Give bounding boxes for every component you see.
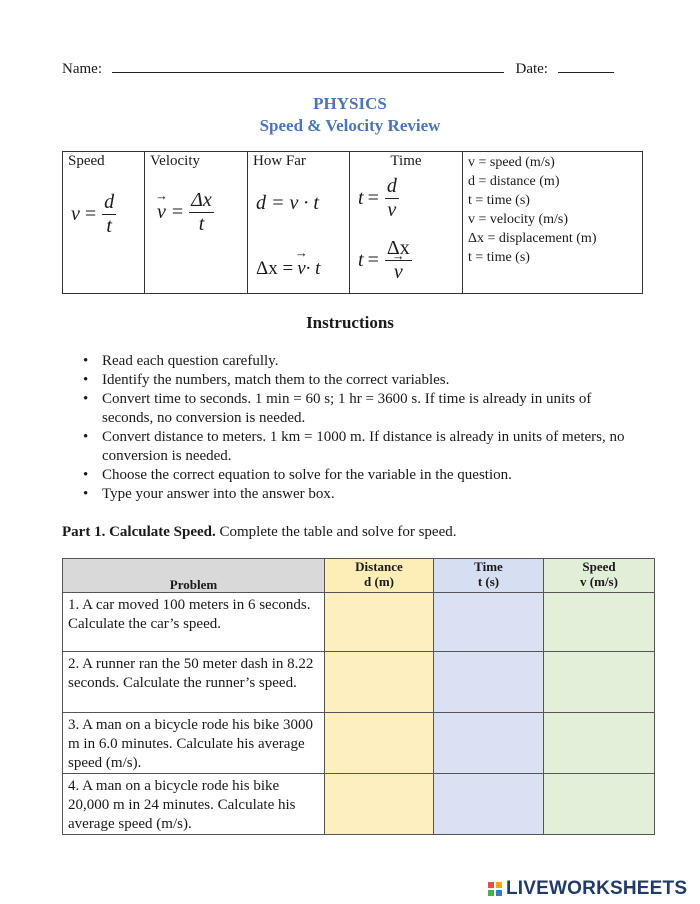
- velocity-numerator: Δx: [191, 189, 212, 211]
- table-row: [63, 593, 655, 652]
- header-line: [62, 58, 614, 78]
- liveworksheets-logo: [488, 878, 687, 900]
- velocity-denominator: t: [198, 213, 205, 235]
- instructions-title: Instructions: [306, 313, 394, 332]
- velocity-equation: → v = $\frac{\Delta x}{t}$: [157, 190, 214, 235]
- distance-answer-box[interactable]: [325, 713, 434, 774]
- part1-label: Part 1. Calculate Speed.: [62, 524, 216, 540]
- problem-cell: 1. A car moved 100 meters in 6 seconds. Calculate the car’s speed.: [63, 593, 325, 652]
- logo-square: [496, 890, 502, 896]
- logo-text: LIVEWORKSHEETS: [506, 878, 688, 899]
- date-blank: [558, 58, 614, 73]
- instruction-item: • Convert time to seconds. 1 min = 60 s; 1 hr = 3600 s. If time is already in units of seconds, no conversion is needed.: [80, 390, 640, 428]
- subject-title: PHYSICS: [313, 94, 387, 113]
- speed-lhs: v: [71, 203, 80, 225]
- logo-square: [496, 882, 502, 888]
- definition: v = velocity (m/s): [468, 212, 569, 227]
- date-label: Date:: [515, 61, 548, 77]
- part1-text: Complete the table and solve for speed.: [215, 524, 457, 540]
- distance-answer-box[interactable]: [325, 593, 434, 652]
- name-blank: [112, 58, 504, 73]
- logo-square: [488, 882, 494, 888]
- time-answer-box[interactable]: [434, 713, 544, 774]
- distance-answer-box[interactable]: [325, 774, 434, 835]
- definition: t = time (s): [468, 250, 530, 265]
- velocity-fraction: [189, 190, 214, 235]
- speed-fraction: [102, 192, 116, 237]
- formula-howfar-cell: [248, 152, 350, 294]
- definitions-cell: [463, 152, 643, 294]
- formula-table: [62, 151, 643, 294]
- time-answer-box[interactable]: [434, 593, 544, 652]
- formula-speed-cell: [63, 152, 145, 294]
- formula-howfar-header: How Far: [253, 153, 306, 169]
- definition: t = time (s): [468, 193, 530, 208]
- formula-time-cell: [350, 152, 463, 294]
- distance-answer-box[interactable]: [325, 652, 434, 713]
- definition: Δx = displacement (m): [468, 231, 597, 246]
- time-equation-1: t = $\frac{d}{v}$: [358, 175, 397, 221]
- col-header-distance: Distance d (m): [325, 559, 434, 593]
- instruction-item: • Convert distance to meters. 1 km = 1000 m. If distance is already in units of meters, no conversion is needed.: [80, 428, 640, 466]
- formula-velocity-header: Velocity: [150, 153, 200, 169]
- howfar-equation-1: d = v · t: [256, 192, 319, 214]
- speed-numerator: d: [104, 191, 115, 213]
- definition: d = distance (m): [468, 174, 560, 189]
- page-subtitle: Speed & Velocity Review: [259, 116, 441, 135]
- time-fraction-1: $\frac{d}{v}$: [386, 175, 397, 221]
- definitions-list: [468, 153, 596, 267]
- table-row: [63, 652, 655, 713]
- instruction-item: • Read each question carefully.: [80, 352, 640, 371]
- part1-heading: [62, 524, 457, 541]
- formula-time-header: Time: [390, 153, 422, 169]
- time-answer-box[interactable]: [434, 652, 544, 713]
- formula-speed-header: Speed: [68, 153, 105, 169]
- instruction-item: • Identify the numbers, match them to the correct variables.: [80, 371, 640, 390]
- speed-answer-box[interactable]: [544, 593, 655, 652]
- speed-answer-box[interactable]: [544, 774, 655, 835]
- logo-square: [488, 890, 494, 896]
- time-equation-2: t = Δx → v: [358, 238, 412, 283]
- time-answer-box[interactable]: [434, 774, 544, 835]
- speed-problems-table: [62, 558, 655, 835]
- problem-cell: 2. A runner ran the 50 meter dash in 8.22 seconds. Calculate the runner’s speed.: [63, 652, 325, 713]
- instruction-item: • Choose the correct equation to solve for the variable in the question.: [80, 466, 640, 485]
- problem-cell: 3. A man on a bicycle rode his bike 3000 m in 6.0 minutes. Calculate his average speed (m/s).: [63, 713, 325, 774]
- col-header-time: Time t (s): [434, 559, 544, 593]
- table-row: [63, 713, 655, 774]
- instruction-item: • Type your answer into the answer box.: [80, 485, 640, 504]
- howfar-vector-v: → v: [297, 258, 305, 280]
- speed-equation: v = $\frac{d}{t}$: [71, 191, 115, 237]
- speed-denominator: t: [106, 215, 112, 237]
- name-label: Name:: [62, 61, 102, 77]
- instructions-list: [80, 352, 640, 504]
- problem-cell: 4. A man on a bicycle rode his bike 20,000 m in 24 minutes. Calculate his average speed (m/s).: [63, 774, 325, 835]
- howfar-equation-2: Δx = → v · t: [256, 258, 320, 280]
- definition: v = speed (m/s): [468, 155, 555, 170]
- col-header-problem: Problem: [63, 559, 325, 593]
- speed-answer-box[interactable]: [544, 713, 655, 774]
- logo-mark-icon: [488, 882, 502, 896]
- col-header-speed: Speed v (m/s): [544, 559, 655, 593]
- table-row: [63, 774, 655, 835]
- formula-velocity-cell: [145, 152, 248, 294]
- velocity-lhs: → v: [157, 201, 166, 224]
- time-fraction-2: Δx → v: [385, 238, 412, 283]
- speed-answer-box[interactable]: [544, 652, 655, 713]
